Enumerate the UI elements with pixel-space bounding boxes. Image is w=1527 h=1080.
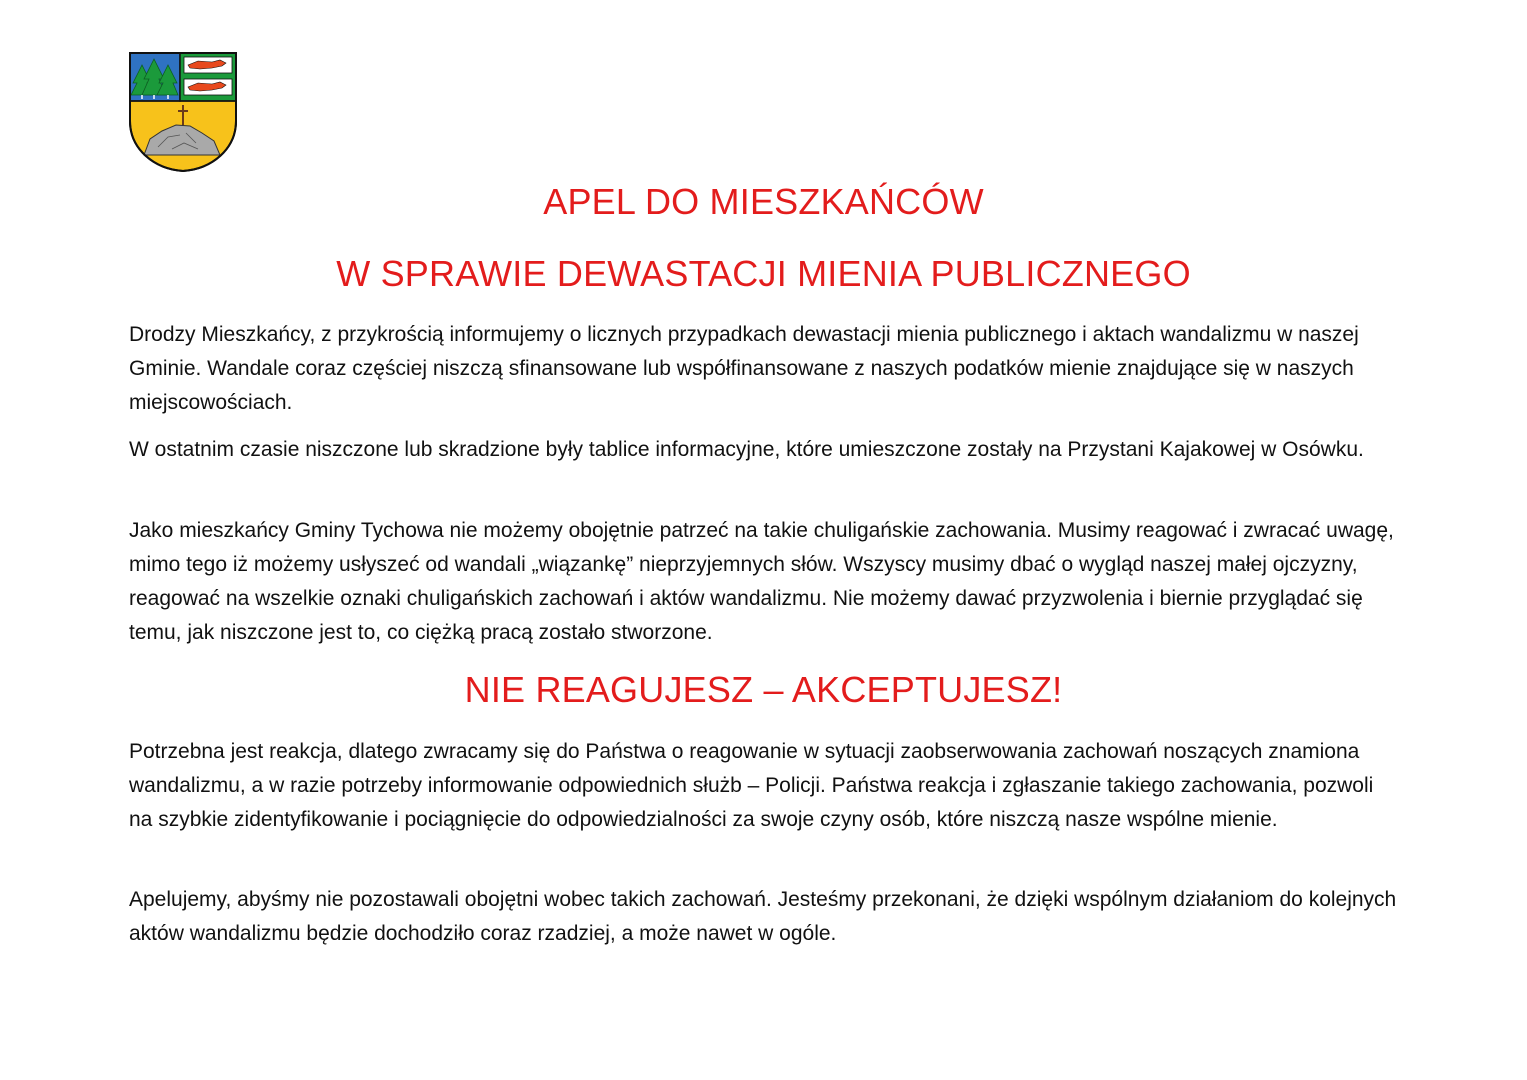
paragraph-closing: Apelujemy, abyśmy nie pozostawali obojętni wobec takich zachowań. Jesteśmy przekonani, że dzięki wspólnym działaniom do kolejnych aktów wandalizmu będzie dochodziło coraz rzadziej, a może nawet w ogóle. — [129, 888, 1397, 945]
paragraph-incident: W ostatnim czasie niszczone lub skradzione były tablice informacyjne, które umieszczone zostały na Przystani Kajakowej w Osówku. — [129, 438, 1364, 461]
slogan-heading: NIE REAGUJESZ – AKCEPTUJESZ! — [464, 669, 1063, 710]
paragraph-reaction: Potrzebna jest reakcja, dlatego zwracamy się do Państwa o reagowanie w sytuacji zaobserwowania zachowań noszących znamiona wandalizmu, a w razie potrzeby informowanie odpowiednich służb – Policji. Państwa reakcja i zgłaszanie takiego zachowania, pozwoli na szybkie zidentyfikowanie i pociągnięcie do odpowiedzialności za swoje czyny osób, które niszczą nasze wspólne mienie. — [129, 740, 1374, 831]
coat-of-arms-logo — [128, 51, 238, 173]
paragraph-appeal: Jako mieszkańcy Gminy Tychowa nie możemy obojętnie patrzeć na takie chuligańskie zachowania. Musimy reagować i zwracać uwagę, mimo tego iż możemy usłyszeć od wandali „wiązankę” nieprzyjemnych słów. Wszyscy musimy dbać o wygląd naszej małej ojczyzny, reagować na wszelkie oznaki chuligańskich zachowań i aktów wandalizmu. Nie możemy dawać przyzwolenia i biernie przyglądać się temu, jak niszczone jest to, co ciężką pracą zostało stworzone. — [129, 519, 1394, 644]
subtitle-heading: W SPRAWIE DEWASTACJI MIENIA PUBLICZNEGO — [336, 253, 1191, 294]
title-heading: APEL DO MIESZKAŃCÓW — [543, 181, 984, 222]
paragraph-intro: Drodzy Mieszkańcy, z przykrością informujemy o licznych przypadkach dewastacji mienia publicznego i aktach wandalizmu w naszej Gminie. Wandale coraz częściej niszczą sfinansowane lub współfinansowane z naszych podatków mienie znajdujące się w naszych miejscowościach. — [129, 323, 1359, 414]
coat-of-arms-icon — [128, 51, 238, 173]
